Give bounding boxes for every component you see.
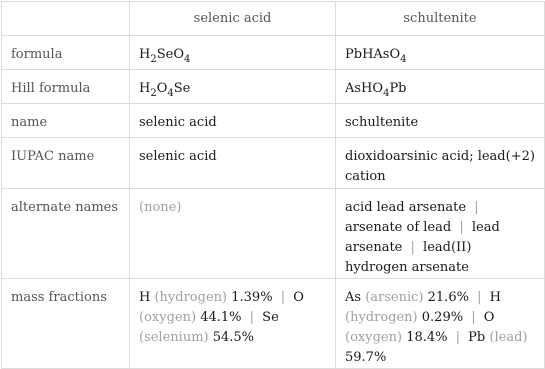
element-name: (oxygen)	[139, 310, 197, 325]
row-label-name: name	[2, 104, 130, 138]
alternate-name: acid lead arsenate	[345, 200, 467, 215]
formula-selenic-acid: $H_2SeO_4$	[130, 36, 336, 70]
iupac-name-selenic-acid: selenic acid	[130, 138, 336, 189]
row-label-alternate-names: alternate names	[2, 189, 130, 279]
separator: |	[410, 240, 415, 255]
element-name: (hydrogen)	[154, 290, 228, 305]
mass-fraction-entry	[345, 290, 469, 305]
element-percentage: 44.1%	[200, 310, 242, 325]
formula-subscript: 4	[383, 88, 390, 99]
row-label-formula: formula	[2, 36, 130, 70]
mass-fractions-selenic-acid	[130, 279, 336, 369]
formula-subscript: 4	[183, 54, 191, 65]
separator: |	[471, 310, 476, 325]
table-row	[2, 279, 545, 369]
header-empty-cell	[2, 2, 130, 36]
element-name: (selenium)	[139, 330, 209, 345]
element-percentage: 54.5%	[212, 330, 255, 345]
element-name: (oxygen)	[345, 330, 403, 345]
row-label-hill-formula: Hill formula	[2, 70, 130, 104]
element-percentage: 18.4%	[406, 330, 448, 345]
hill-formula-schultenite: AsHO$_4$Pb	[336, 70, 545, 104]
element-symbol: Pb	[468, 330, 486, 345]
alternate-names-schultenite	[336, 189, 545, 279]
comparison-table	[1, 1, 545, 369]
element-symbol: H	[489, 290, 501, 305]
column-header-schultenite: schultenite	[336, 2, 545, 36]
table-row	[2, 138, 545, 189]
name-selenic-acid: selenic acid	[130, 104, 336, 138]
row-label-iupac-name: IUPAC name	[2, 138, 130, 189]
separator: |	[280, 290, 286, 305]
element-percentage: 59.7%	[345, 350, 387, 365]
row-label-mass-fractions: mass fractions	[2, 279, 130, 369]
table-row	[2, 70, 545, 104]
hill-formula-selenic-acid: $H_2O_4Se$	[130, 70, 336, 104]
element-symbol: O	[293, 290, 304, 305]
mass-fraction-entry	[139, 290, 273, 305]
header-row	[2, 2, 545, 36]
formula-subscript: 4	[400, 54, 407, 65]
element-percentage: 0.29%	[421, 310, 464, 325]
element-symbol: As	[345, 290, 362, 305]
formula-schultenite: PbHAsO$_4$	[336, 36, 545, 70]
alternate-names-selenic-acid: (none)	[130, 189, 336, 279]
iupac-name-schultenite: dioxidoarsinic acid; lead(+2) cation	[336, 138, 545, 189]
separator: |	[459, 220, 464, 235]
formula-subscript: 2	[150, 88, 157, 99]
element-symbol: Se	[262, 310, 279, 325]
column-header-selenic-acid: selenic acid	[130, 2, 336, 36]
element-name: (hydrogen)	[345, 310, 418, 325]
element-name: (arsenic)	[365, 290, 424, 305]
name-schultenite: schultenite	[336, 104, 545, 138]
table-row	[2, 36, 545, 70]
separator: |	[474, 200, 479, 215]
alternate-name: arsenate of lead	[345, 220, 452, 235]
separator: |	[249, 310, 255, 325]
formula-subscript: 4	[167, 88, 174, 99]
element-percentage: 1.39%	[231, 290, 273, 305]
element-symbol: O	[483, 310, 495, 325]
element-symbol: H	[139, 290, 151, 305]
separator: |	[455, 330, 461, 345]
alternate-name: lead arsenate	[345, 220, 500, 255]
mass-fractions-schultenite	[336, 279, 545, 369]
alternate-name: lead(II) hydrogen arsenate	[345, 240, 472, 275]
formula-subscript: 2	[150, 54, 157, 65]
table-row	[2, 104, 545, 138]
table-row	[2, 189, 545, 279]
separator: |	[477, 290, 482, 305]
element-name: (lead)	[489, 330, 528, 345]
element-percentage: 21.6%	[427, 290, 469, 305]
